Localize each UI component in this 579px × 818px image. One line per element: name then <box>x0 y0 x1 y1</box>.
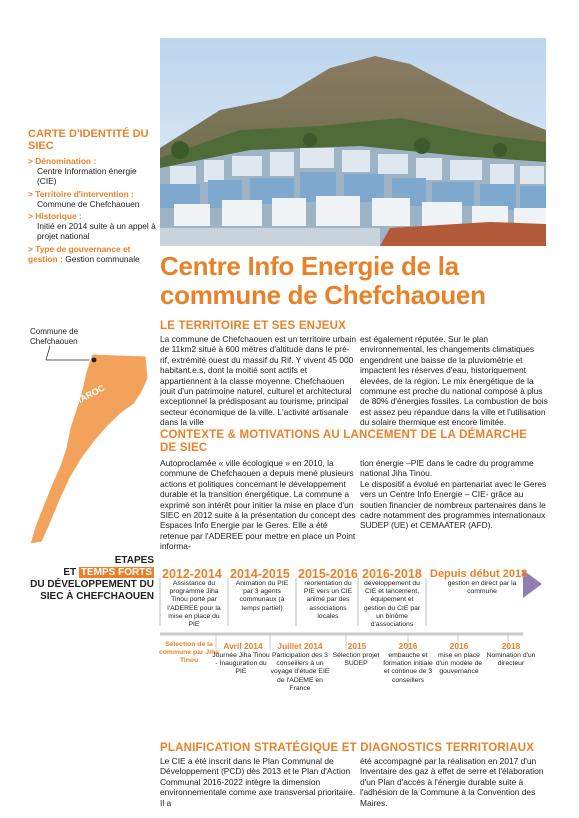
section-context-title: CONTEXTE & MOTIVATIONS AU LANCEMENT DE LA DÉMARCHE DE SIEC <box>160 429 528 454</box>
phase-desc: Assistance du programme Jiha Tinou porté par l'ADEREE pour la mise en place du PIE <box>167 580 221 629</box>
identity-label: > Territoire d'intervention : <box>28 188 134 199</box>
phase-years: 2015-2016 <box>298 567 358 581</box>
section-territory-left: La commune de Chefchaouen est un territoire urbain de 11km2 situé à 600 mètres d'altitude dans le pré-rif, extrémité ouest du massif du Rif. Y vivent 45 000 habitant.e.s, dont la moitié sont actifs et appartiennent à la classe moyenne. Chefchaouen jouit d'un patrimoine naturel, culturel et architectural exceptionnel la prédisposant au tourisme, principal secteur économique de la ville. L'activité artisanale dans la ville <box>160 334 356 428</box>
event-desc-selection: Sélection de la commune par Jiha Tinou <box>158 641 220 665</box>
event-year: Avril 2014 <box>223 641 263 651</box>
phase-years: 2016-2018 <box>362 567 422 581</box>
identity-card-title: CARTE D'IDENTITÉ DU SIEC <box>28 128 149 152</box>
event-desc: Participation des 3 conseillers à un voyage d'étude EIE de l'ADEME en France <box>270 652 330 692</box>
section-planning-right: été accompagné par la réalisation en 2017 d'un Inventaire des gaz à effet de serre et l'élaboration d'un Plan d'accès à l'énergie durable suite à l'adhésion de la Commune à la Convention des Maires. <box>360 756 544 808</box>
identity-label: > Historique : <box>28 211 82 222</box>
identity-item-territory <box>28 189 156 209</box>
event-year: 2016 <box>398 641 418 651</box>
event-year: Juillet 2014 <box>277 641 323 651</box>
section-context-right-p2: Le dispositif a évolué en partenariat avec le Geres vers un Centre Info Energie – CIE- grâce au soutien financier de nombreux partenaires dans le cadre notamment des programmes internationaux SUDEP (UE) et CEMAATER (AFD). <box>360 478 547 531</box>
timeline-title <box>28 555 154 603</box>
section-territory-title: LE TERRITOIRE ET SES ENJEUX <box>160 320 347 332</box>
timeline-title-line1: ETAPES <box>114 555 154 566</box>
town-photo <box>160 38 546 246</box>
page-title: Centre Info Energie de la commune de Chefchaouen <box>160 251 486 310</box>
timeline-title-line2 <box>28 567 154 579</box>
identity-value: Initié en 2014 suite à un appel à projet national <box>37 221 156 242</box>
phase-years: 2014-2015 <box>230 567 290 581</box>
event-desc: mise en place d'un modèle de gouvernance <box>435 652 483 676</box>
event-desc: Sélection projet SUDEP <box>332 652 380 668</box>
section-planning-left: Le CIE a été inscrit dans le Plan Communal de Développement (PCD) dès 2013 et le Plan d'Action Communal 2016-2022 intègre la dimension environnementale comme axe transversal prioritaire. Il a <box>160 756 356 808</box>
section-territory-right: est également réputée. Sur le plan environnemental, les changements climatiques engendrent une baisse de la pluviométrie et impactent les réserves d'eau, historiquement élevées, de la région. Le mix énergétique de la commune est proche du national composé à plus de 80% d'énergies fossiles. La combustion de bois est assez peu répandue dans la ville et l'utilisation du solaire thermique est encore limitée. <box>360 334 548 428</box>
timeline-title-line3: DU DÉVELOPPEMENT DU SIEC À CHEFCHAOUEN <box>30 579 154 602</box>
identity-item-denomination <box>28 156 156 187</box>
section-context-left: Autoproclamée « ville écologique » en 2010, la commune de Chefchaouen a depuis mené plusieurs actions et politiques concernant le développement durable et la transition énergétique. La commune a exprimé son intérêt pour initier la mise en place d'un SIEC en 2012 suite à la présentation du concept des Espaces Info Energie par le Geres. Elle a été retenue par l'ADEREE pour mettre en place un Point informa- <box>160 458 356 552</box>
event-year: 2018 <box>501 641 521 651</box>
identity-item-governance <box>28 244 156 264</box>
section-context-right-p1: tion énergie –PIE dans le cadre du programme national Jiha Tinou. <box>360 458 534 479</box>
identity-label: > Dénomination : <box>28 156 97 166</box>
identity-value: Centre Information énergie (CIE) <box>37 166 137 187</box>
phase-years: Depuis début 2018 <box>430 568 528 580</box>
event-desc: embauche et formation initiale et continue de 3 conseillers <box>383 652 433 684</box>
phase-desc: réorientation du PIE vers un CIE animé par des associations locales <box>303 580 353 620</box>
event-desc: Nomination d'un directeur <box>486 652 536 668</box>
commune-label: Commune de Chefchaouen <box>30 327 79 346</box>
timeline-title-et: ET <box>63 567 79 578</box>
identity-label: > Type de gouvernance et gestion : <box>28 243 131 264</box>
morocco-map <box>22 318 154 548</box>
event-year: 2016 <box>449 641 469 651</box>
identity-value: Gestion communale <box>65 253 140 264</box>
country-label: MAROC <box>71 382 107 408</box>
phase-years: 2012-2014 <box>162 567 222 581</box>
event-desc: Journée Jiha Tinou - Inauguration du PIE <box>212 652 270 676</box>
section-planning-title: PLANIFICATION STRATÉGIQUE ET DIAGNOSTICS TERRITORIAUX <box>160 742 535 754</box>
phase-desc: gestion en direct par la commune <box>447 580 517 596</box>
timeline-title-highlight: TEMPS FORTS <box>80 567 152 578</box>
event-year: 2015 <box>347 641 367 651</box>
identity-item-history <box>28 211 156 242</box>
section-context-right <box>360 458 550 531</box>
identity-card <box>28 128 156 266</box>
phase-desc: développement du CIE et lancement, équipement et gestion du CIE par un binôme d'associations <box>363 580 421 629</box>
phase-desc: Animation du PIE par 3 agents communaux (à temps partiel) <box>235 580 289 612</box>
identity-value: Commune de Chefchaouen <box>37 198 140 209</box>
